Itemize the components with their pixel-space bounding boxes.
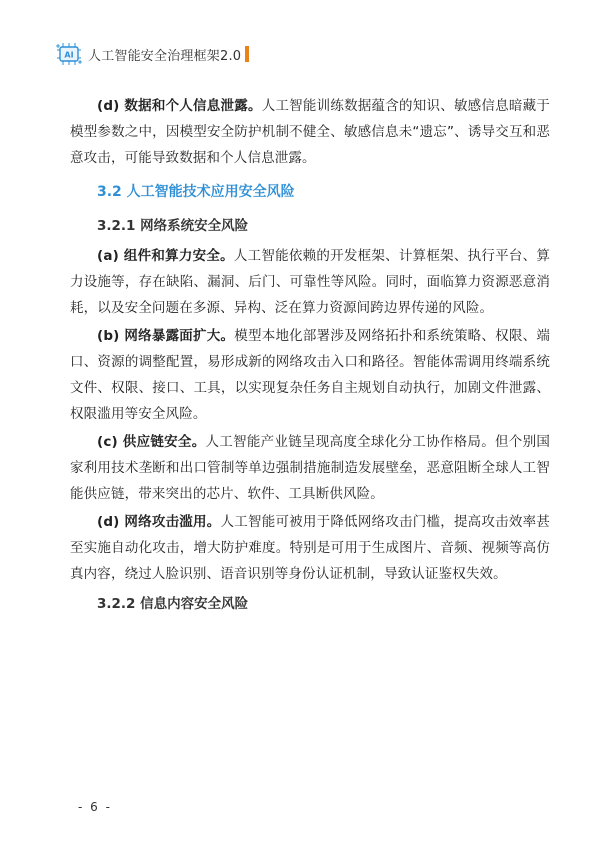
section-heading-3-2-1: 3.2.1 网络系统安全风险: [97, 218, 249, 234]
paragraph-text: 人工智能依赖的开发框架、计算框架、执行平台、算力设施等，存在缺陷、漏洞、后门、可靠性等风险。同时，面临算力资源恶意消耗，以及安全问题在多源、异构、泛在算力资源间跨边界传递的风险。: [70, 248, 551, 316]
paragraph-network-exposure: [70, 323, 550, 427]
page-header: [56, 42, 249, 66]
header-accent-bar: [245, 46, 249, 62]
document-title: 人工智能安全治理框架2.0: [88, 48, 242, 64]
section-heading-3-2: 3.2 人工智能技术应用安全风险: [97, 184, 295, 200]
logo-text: AI: [64, 50, 74, 60]
page-body: [70, 93, 550, 621]
paragraph-text: 人工智能产业链呈现高度全球化分工协作格局。但个别国家利用技术垄断和出口管制等单边强制措施制造发展壁垒，恶意阻断全球人工智能供应链，带来突出的芯片、软件、工具断供风险。: [70, 434, 551, 502]
ai-chip-icon: [56, 42, 82, 66]
paragraph-supply-chain: [70, 429, 550, 507]
paragraph-component-compute: [70, 243, 550, 321]
paragraph-lead: (a) 组件和算力安全。: [97, 248, 234, 264]
paragraph-text: 人工智能训练数据蕴含的知识、敏感信息暗藏于模型参数之中，因模型安全防护机制不健全、敏感信息未“遗忘”、诱导交互和恶意攻击，可能导致数据和个人信息泄露。: [70, 98, 550, 166]
paragraph-text: 模型本地化部署涉及网络拓扑和系统策略、权限、端口、资源的调整配置，易形成新的网络攻击入口和路径。智能体需调用终端系统文件、权限、接口、工具，以实现复杂任务自主规划自动执行，加剧文件泄露、权限滥用等安全风险。: [70, 328, 550, 422]
section-heading-3-2-2: 3.2.2 信息内容安全风险: [97, 596, 249, 612]
page-number: - 6 -: [78, 800, 112, 814]
paragraph-data-leakage: [70, 93, 550, 171]
paragraph-lead: (c) 供应链安全。: [97, 434, 206, 450]
paragraph-network-attack: [70, 509, 550, 587]
paragraph-lead: (d) 网络攻击滥用。: [97, 514, 221, 530]
paragraph-text: 人工智能可被用于降低网络攻击门槛，提高攻击效率甚至实施自动化攻击，增大防护难度。特别是可用于生成图片、音频、视频等高仿真内容，绕过人脸识别、语音识别等身份认证机制，导致认证鉴权失效。: [70, 514, 550, 582]
paragraph-lead: (b) 网络暴露面扩大。: [97, 328, 235, 344]
paragraph-lead: (d) 数据和个人信息泄露。: [97, 98, 262, 114]
